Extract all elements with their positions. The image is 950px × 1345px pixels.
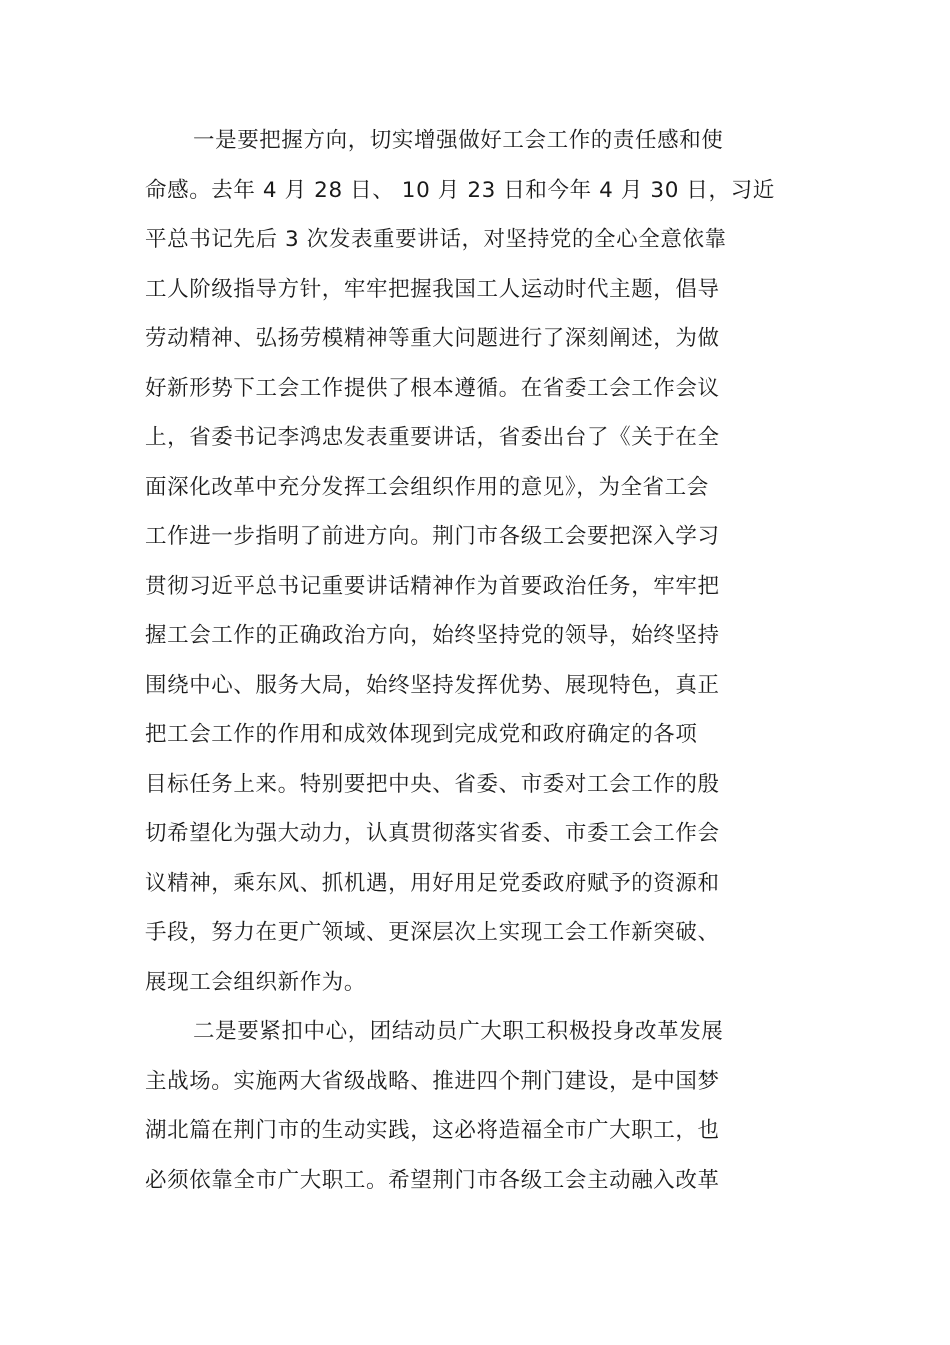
text-line: 必须依靠全市广大职工。希望荆门市各级工会主动融入改革 xyxy=(145,1167,720,1193)
text-line: 平总书记先后 3 次发表重要讲话，对坚持党的全心全意依靠 xyxy=(145,227,727,252)
text-line: 湖北篇在荆门市的生动实践，这必将造福全市广大职工，也 xyxy=(145,1118,720,1143)
text-line: 目标任务上来。特别要把中央、省委、市委对工会工作的殷 xyxy=(145,771,720,797)
text-line: 手段，努力在更广领域、更深层次上实现工会工作新突破、 xyxy=(145,920,720,945)
text-line: 上，省委书记李鸿忠发表重要讲话，省委出台了《关于在全 xyxy=(145,425,720,450)
text-line: 面深化改革中充分发挥工会组织作用的意见》，为全省工会 xyxy=(145,474,709,500)
text-line: 展现工会组织新作为。 xyxy=(145,969,367,995)
text-line: 议精神，乘东风、抓机遇，用好用足党委政府赋予的资源和 xyxy=(145,870,720,896)
paragraph-1 xyxy=(145,124,845,1015)
text-line: 工人阶级指导方针，牢牢把握我国工人运动时代主题，倡导 xyxy=(145,276,720,302)
text-line: 好新形势下工会工作提供了根本遵循。在省委工会工作会议 xyxy=(145,375,720,401)
text-line: 围绕中心、服务大局，始终坚持发挥优势、展现特色，真正 xyxy=(145,672,720,698)
text-line: 切希望化为强大动力，认真贯彻落实省委、市委工会工作会 xyxy=(145,821,720,846)
text-line: 二是要紧扣中心，团结动员广大职工积极投身改革发展 xyxy=(193,1019,724,1044)
text-line: 把工会工作的作用和成效体现到完成党和政府确定的各项 xyxy=(145,722,698,747)
text-line: 握工会工作的正确政治方向，始终坚持党的领导，始终坚持 xyxy=(145,623,720,648)
text-line: 主战场。实施两大省级战略、推进四个荆门建设，是中国梦 xyxy=(145,1068,720,1094)
paragraph-2 xyxy=(145,1015,845,1213)
document-body xyxy=(145,124,845,1213)
text-line: 贯彻习近平总书记重要讲话精神作为首要政治任务，牢牢把 xyxy=(145,573,720,599)
text-line: 工作进一步指明了前进方向。荆门市各级工会要把深入学习 xyxy=(145,524,720,549)
text-line: 劳动精神、弘扬劳模精神等重大问题进行了深刻阐述，为做 xyxy=(145,326,720,351)
text-line: 一是要把握方向，切实增强做好工会工作的责任感和使 xyxy=(193,128,724,153)
text-line: 命感。去年 4 月 28 日、 10 月 23 日和今年 4 月 30 日，习近 xyxy=(145,177,775,203)
